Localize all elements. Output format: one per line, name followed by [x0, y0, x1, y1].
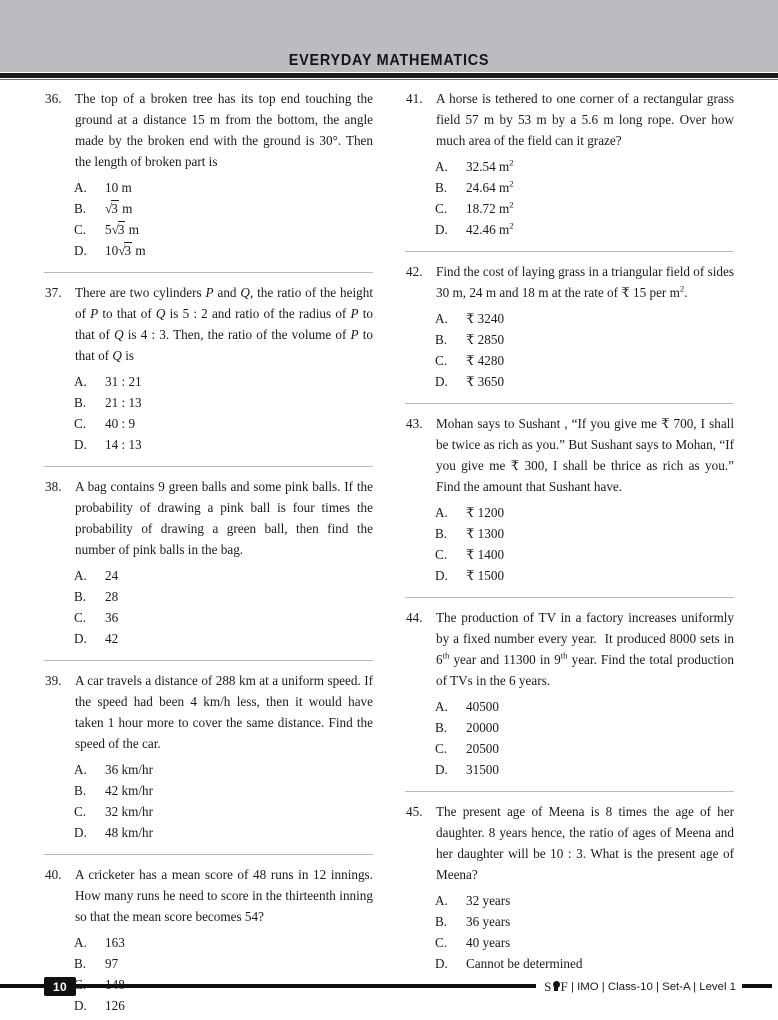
question-text: A car travels a distance of 288 km at a uniform speed. If the speed had been 4 km/h less, then it would have taken 1 hour more to cover the same distance. Find the speed of the car.	[75, 673, 373, 751]
option-value: 31 : 21	[105, 374, 142, 389]
question-head	[405, 607, 734, 691]
question-item	[44, 88, 373, 265]
question-separator	[405, 791, 734, 792]
option-row[interactable]	[435, 371, 734, 392]
option-letter: B.	[435, 332, 448, 347]
option-value: 40 years	[466, 935, 511, 950]
option-list	[44, 177, 373, 261]
option-list	[44, 565, 373, 649]
question-head	[44, 476, 373, 560]
option-row[interactable]	[74, 822, 373, 843]
option-letter: A.	[435, 699, 448, 714]
option-value: 20500	[466, 741, 499, 756]
option-value: 24	[105, 568, 119, 583]
option-row[interactable]	[435, 308, 734, 329]
option-letter: D.	[74, 825, 87, 840]
option-letter: C.	[435, 353, 448, 368]
option-value: 14 : 13	[105, 437, 142, 452]
question-separator	[405, 597, 734, 598]
option-letter: C.	[74, 416, 87, 431]
option-row[interactable]	[74, 953, 373, 974]
option-row[interactable]	[435, 696, 734, 717]
option-list	[405, 890, 734, 974]
question-head	[405, 88, 734, 151]
question-number: 38.	[45, 479, 62, 494]
option-letter: D.	[74, 437, 87, 452]
question-separator	[44, 854, 373, 855]
question-text: The present age of Meena is 8 times the age of her daughter. 8 years hence, the ratio of ages of Meena and her daughter will be 10 : 3. What is the present age of Meena?	[436, 804, 734, 882]
option-row[interactable]	[435, 759, 734, 780]
option-value: 32 years	[466, 893, 511, 908]
option-value: 36 km/hr	[105, 762, 153, 777]
option-row[interactable]	[74, 177, 373, 198]
option-letter: B.	[74, 783, 87, 798]
option-letter: C.	[435, 201, 448, 216]
option-list	[44, 371, 373, 455]
option-row[interactable]	[435, 544, 734, 565]
option-value: ₹ 1200	[466, 505, 505, 520]
option-list	[44, 932, 373, 1016]
option-value: 42 km/hr	[105, 783, 153, 798]
option-value: 32.54 $m^2$	[466, 157, 514, 174]
option-row[interactable]	[74, 434, 373, 455]
option-value: 42	[105, 631, 119, 646]
option-value: 10√3 m	[105, 243, 146, 258]
option-letter: D.	[435, 762, 448, 777]
question-column-right	[405, 88, 734, 978]
option-row[interactable]	[74, 932, 373, 953]
option-letter: D.	[435, 374, 448, 389]
option-letter: A.	[74, 762, 87, 777]
question-head	[405, 801, 734, 885]
option-list	[405, 502, 734, 586]
option-value: ₹ 2850	[466, 332, 505, 347]
option-letter: C.	[74, 610, 87, 625]
page-footer	[0, 975, 778, 1000]
question-item	[44, 282, 373, 459]
option-row[interactable]	[435, 219, 734, 240]
question-head	[44, 282, 373, 366]
option-value: ₹ 1400	[466, 547, 505, 562]
option-letter: A.	[435, 505, 448, 520]
option-row[interactable]	[435, 177, 734, 198]
option-row[interactable]	[74, 586, 373, 607]
option-list	[44, 759, 373, 843]
option-row[interactable]	[435, 350, 734, 371]
option-row[interactable]	[74, 780, 373, 801]
question-text: A cricketer has a mean score of 48 runs in 12 innings. How many runs he need to score in the thirteenth inning so that the mean score becomes 54?	[75, 867, 373, 924]
option-value: ₹ 1500	[466, 568, 505, 583]
question-separator	[405, 403, 734, 404]
option-row[interactable]	[435, 502, 734, 523]
option-row[interactable]	[435, 890, 734, 911]
header-rule-thin	[0, 79, 778, 80]
option-value: Cannot be determined	[466, 956, 583, 971]
option-letter: C.	[74, 222, 87, 237]
question-head	[44, 864, 373, 927]
option-letter: A.	[74, 180, 87, 195]
option-value: 48 km/hr	[105, 825, 153, 840]
question-item	[44, 670, 373, 847]
option-value: ₹ 3650	[466, 374, 505, 389]
option-row[interactable]	[435, 717, 734, 738]
question-head	[405, 413, 734, 497]
footer-rule-right	[742, 984, 772, 988]
option-row[interactable]	[74, 392, 373, 413]
question-head	[405, 261, 734, 303]
option-value: 32 km/hr	[105, 804, 153, 819]
question-text: The top of a broken tree has its top end touching the ground at a distance 15 m from the bottom, the angle made by the broken end with the ground is 30°. Then the length of broken part is	[75, 91, 373, 169]
option-row[interactable]	[435, 738, 734, 759]
option-row[interactable]	[435, 523, 734, 544]
question-number: 42.	[406, 264, 423, 279]
option-row[interactable]	[435, 198, 734, 219]
option-row[interactable]	[435, 953, 734, 974]
option-value: 36 years	[466, 914, 511, 929]
option-value: 21 : 13	[105, 395, 142, 410]
option-letter: B.	[435, 720, 448, 735]
question-separator	[44, 466, 373, 467]
option-row[interactable]	[435, 932, 734, 953]
option-value: 31500	[466, 762, 499, 777]
sof-logo	[544, 979, 568, 995]
question-number: 36.	[45, 91, 62, 106]
sof-logo-f: F	[560, 978, 568, 994]
question-number: 43.	[406, 416, 423, 431]
option-letter: D.	[74, 243, 87, 258]
question-number: 37.	[45, 285, 62, 300]
option-list	[405, 696, 734, 780]
option-value: 42.46 $m^2$	[466, 220, 514, 237]
option-value: 24.64 $m^2$	[466, 178, 514, 195]
option-row[interactable]	[74, 240, 373, 261]
option-row[interactable]	[74, 198, 373, 219]
option-row[interactable]	[74, 413, 373, 434]
option-letter: B.	[435, 914, 448, 929]
option-row[interactable]	[74, 759, 373, 780]
option-letter: B.	[74, 956, 87, 971]
option-letter: A.	[435, 311, 448, 326]
option-value: 18.72 $m^2$	[466, 199, 514, 216]
question-number: 45.	[406, 804, 423, 819]
option-list	[405, 308, 734, 392]
option-letter: D.	[435, 568, 448, 583]
option-letter: B.	[435, 180, 448, 195]
option-letter: A.	[74, 935, 87, 950]
question-number: 39.	[45, 673, 62, 688]
option-row[interactable]	[435, 329, 734, 350]
option-value: ₹ 4280	[466, 353, 505, 368]
question-item	[405, 88, 734, 244]
option-value: 97	[105, 956, 119, 971]
option-row[interactable]	[435, 911, 734, 932]
option-row[interactable]	[74, 371, 373, 392]
option-letter: C.	[435, 741, 448, 756]
question-head	[44, 88, 373, 172]
option-row[interactable]	[74, 219, 373, 240]
option-row[interactable]	[435, 156, 734, 177]
option-letter: D.	[74, 631, 87, 646]
option-value: 163	[105, 935, 125, 950]
option-row[interactable]	[435, 565, 734, 586]
question-text: Mohan says to Sushant , “If you give me ₹ 700, I shall be twice as rich as you.” But Sushant says to Mohan, “If you give me ₹ 300, I shall be thrice as rich as you.” Find the amount that Sushant have.	[436, 416, 734, 494]
question-head	[44, 670, 373, 754]
option-row[interactable]	[74, 628, 373, 649]
header-rule-thick	[0, 73, 778, 78]
option-row[interactable]	[74, 565, 373, 586]
option-letter: D.	[74, 998, 87, 1013]
question-item	[405, 607, 734, 784]
question-separator	[44, 660, 373, 661]
question-text: The production of TV in a factory increases uniformly by a fixed number every year. It produced 8000 sets in 6th year and 11300 in 9th year. Find the total production of TVs in the 6 years.	[436, 610, 734, 688]
question-number: 41.	[406, 91, 423, 106]
question-number: 40.	[45, 867, 62, 882]
option-value: 10 m	[105, 180, 132, 195]
question-separator	[405, 251, 734, 252]
option-value: 40 : 9	[105, 416, 136, 431]
sof-logo-s: S	[544, 978, 552, 994]
question-text: A horse is tethered to one corner of a rectangular grass field 57 m by 53 m by a 5.6 m long rope. Over how much area of the field can it graze?	[436, 91, 734, 148]
option-value: 40500	[466, 699, 499, 714]
option-letter: C.	[435, 935, 448, 950]
option-letter: B.	[74, 589, 87, 604]
option-letter: B.	[74, 395, 87, 410]
question-item	[405, 413, 734, 590]
question-text: There are two cylinders P and Q, the ratio of the height of P to that of Q is 5 : 2 and ratio of the radius of P to that of Q is 4 : 3. Then, the ratio of the volume of P to that of Q is	[75, 285, 374, 363]
option-row[interactable]	[74, 607, 373, 628]
question-text: Find the cost of laying grass in a triangular field of sides 30 m, 24 m and 18 m at the rate of ₹ 15 per $m^2$.	[436, 264, 734, 300]
option-letter: C.	[74, 804, 87, 819]
bulb-icon	[552, 981, 561, 993]
option-value: ₹ 1300	[466, 526, 505, 541]
option-letter: A.	[435, 159, 448, 174]
option-letter: C.	[435, 547, 448, 562]
option-letter: A.	[74, 374, 87, 389]
option-value: 28	[105, 589, 119, 604]
question-separator	[44, 272, 373, 273]
footer-rule-left	[0, 984, 536, 988]
question-column-left	[44, 88, 373, 1020]
option-value: 20000	[466, 720, 499, 735]
page-title: EVERYDAY MATHEMATICS	[288, 52, 490, 69]
question-item	[44, 476, 373, 653]
question-item	[405, 801, 734, 978]
option-row[interactable]	[74, 801, 373, 822]
option-letter: D.	[435, 956, 448, 971]
option-value: ₹ 3240	[466, 311, 505, 326]
footer-meta-text: | IMO | Class-10 | Set-A | Level 1	[570, 980, 736, 993]
question-item	[405, 261, 734, 396]
option-value: 126	[105, 998, 125, 1013]
option-value: 5√3 m	[105, 222, 139, 237]
footer-meta	[544, 976, 736, 997]
option-value: 36	[105, 610, 119, 625]
option-letter: D.	[435, 222, 448, 237]
option-letter: B.	[74, 201, 87, 216]
option-list	[405, 156, 734, 240]
option-value: √3 m	[105, 201, 133, 216]
option-letter: A.	[74, 568, 87, 583]
option-letter: A.	[435, 893, 448, 908]
question-number: 44.	[406, 610, 423, 625]
option-letter: B.	[435, 526, 448, 541]
question-text: A bag contains 9 green balls and some pink balls. If the probability of drawing a pink ball is four times the probability of drawing a green ball, then find the number of pink balls in the bag.	[75, 479, 373, 557]
page-number-badge: 10	[44, 977, 76, 996]
